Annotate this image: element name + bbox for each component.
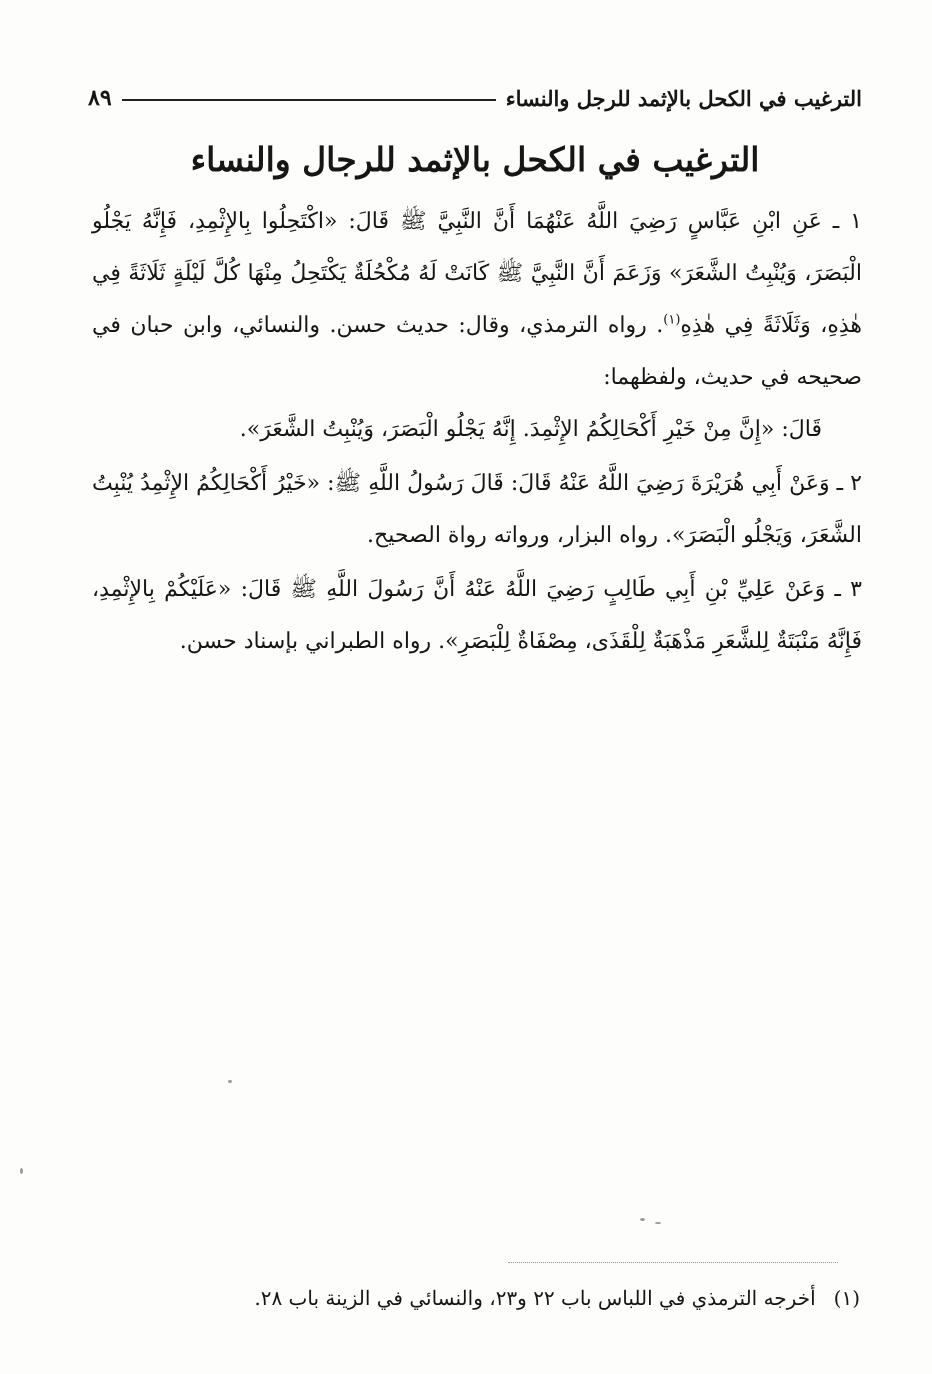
hadith-paragraph-1 xyxy=(92,196,862,404)
page-number: ٨٩ xyxy=(88,85,112,111)
chapter-title: الترغيب في الكحل بالإثمد للرجال والنساء xyxy=(190,140,760,179)
hadith-1-source: . رواه الترمذي، وقال: حديث حسن. والنسائي، وابن حبان في صحيحه في حديث، ولفظهما: xyxy=(92,313,862,390)
scan-speck xyxy=(640,1218,645,1221)
header-rule xyxy=(122,99,496,101)
footnote-reference[interactable]: (١) xyxy=(663,312,681,328)
body-text xyxy=(92,196,862,668)
footnote-number: (١) xyxy=(833,1286,860,1310)
scan-speck xyxy=(655,1222,661,1224)
hadith-paragraph-2: ٢ ـ وَعَنْ أَبِي هُرَيْرَةَ رَضِيَ اللَّهُ عَنْهُ قَالَ: قَالَ رَسُولُ اللَّهِ ﷺ: «خَيْرُ أَكْحَالِكُمُ الإِثْمِدُ يُنْبِتُ الشَّعَرَ، وَيَجْلُو الْبَصَرَ». رواه البزار، ورواته رواة الصحيح. xyxy=(92,471,862,548)
running-title: الترغيب في الكحل بالإثمد للرجل والنساء xyxy=(505,85,862,111)
footnote-text: أخرجه الترمذي في اللباس باب ٢٢ و٢٣، والنسائي في الزينة باب ٢٨. xyxy=(254,1286,816,1310)
running-header xyxy=(88,78,862,118)
footnote-separator xyxy=(508,1262,838,1263)
hadith-1-text: ١ ـ عَنِ ابْنِ عَبَّاسٍ رَضِيَ اللَّهُ عَنْهُمَا أَنَّ النَّبِيَّ ﷺ قَالَ: «اكْتَحِلُوا بِالإِثْمِدِ، فَإِنَّهُ يَجْلُو الْبَصَرَ، وَيُنْبِتُ الشَّعَرَ» وَزَعَمَ أَنَّ النَّبِيَّ ﷺ كَانَتْ لَهُ مُكْحُلَةٌ يَكْتَحِلُ مِنْهَا كُلَّ لَيْلَةٍ ثَلَاثَةً فِي هٰذِهِ، وَثَلَاثَةً فِي هٰذِهِ xyxy=(92,209,862,338)
scan-speck xyxy=(228,1080,232,1083)
hadith-paragraph-1-variant: قَالَ: «إِنَّ مِنْ خَيْرِ أَكْحَالِكُمُ الإِثْمِدَ. إِنَّهُ يَجْلُو الْبَصَرَ، وَيُنْبِتُ الشَّعَرَ». xyxy=(239,417,822,442)
hadith-paragraph-3: ٣ ـ وَعَنْ عَلِيِّ بْنِ أَبِي طَالِبٍ رَضِيَ اللَّهُ عَنْهُ أَنَّ رَسُولَ اللَّهِ ﷺ قَالَ: «عَلَيْكُمْ بِالإِثْمِدِ، فَإِنَّهُ مَنْبَتَةٌ لِلشَّعَرِ مَذْهَبَةٌ لِلْقَذَى، مِصْفَاةٌ لِلْبَصَرِ». رواه الطبراني بإسناد حسن. xyxy=(92,577,862,654)
footnote xyxy=(150,1282,860,1314)
scan-speck xyxy=(20,1168,23,1174)
